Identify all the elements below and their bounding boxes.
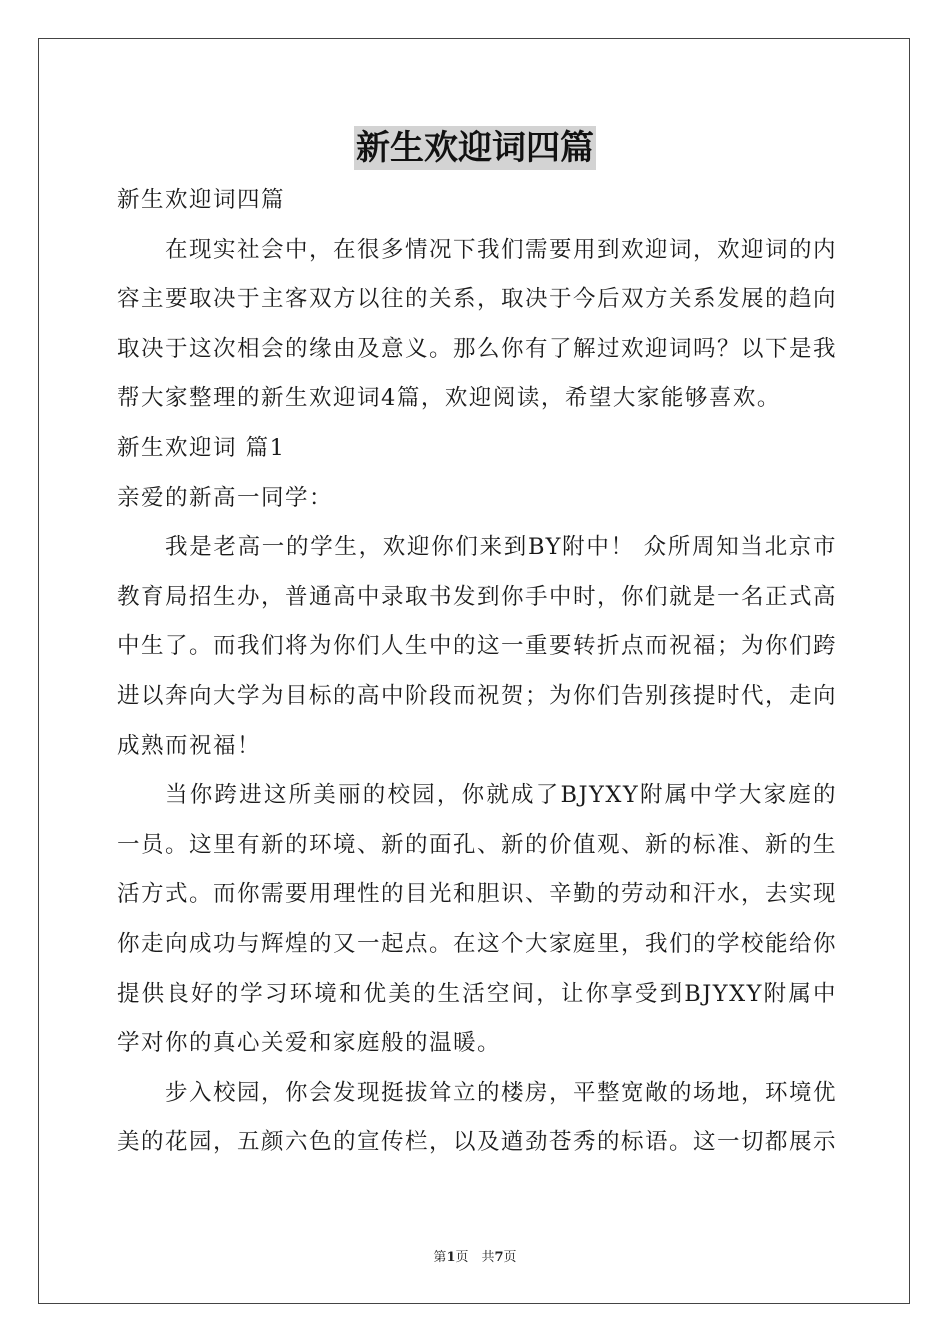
title-container [0, 126, 950, 170]
paragraph-campus: 当你跨进这所美丽的校园，你就成了BJYXY附属中学大家庭的一员。这里有新的环境、新的面孔、新的价值观、新的标准、新的生活方式。而你需要用理性的目光和胆识、辛勤的劳动和汗水，去实现你走向成功与辉煌的又一起点。在这个大家庭里，我们的学校能给你提供良好的学习环境和优美的生活空间，让你享受到BJYXY附属中学对你的真心关爱和家庭般的温暖。 [117, 782, 838, 1057]
salutation: 亲爱的新高一同学： [117, 484, 334, 511]
paragraph-heading: 新生欢迎词四篇 [117, 187, 286, 213]
footer-suffix: 页 [503, 1250, 517, 1265]
document-body [117, 176, 837, 1168]
section-heading: 新生欢迎词 篇1 [117, 434, 286, 461]
document-title: 新生欢迎词四篇 [356, 128, 594, 168]
footer-mid: 页 共 [455, 1250, 495, 1265]
paragraph-environment: 步入校园，你会发现挺拔耸立的楼房，平整宽敞的场地，环境优美的花园，五颜六色的宣传栏，以及遒劲苍秀的标语。这一切都展示 [117, 1079, 838, 1156]
paragraph-intro: 在现实社会中，在很多情况下我们需要用到欢迎词，欢迎词的内容主要取决于主客双方以往的关系，取决于今后双方关系发展的趋向取决于这次相会的缘由及意义。那么你有了解过欢迎词吗？以下是我帮大家整理的新生欢迎词4篇，欢迎阅读，希望大家能够喜欢。 [117, 236, 838, 412]
page-footer [0, 1246, 950, 1265]
paragraph-welcome: 我是老高一的学生，欢迎你们来到BY附中！ 众所周知当北京市教育局招生办，普通高中录取书发到你手中时，你们就是一名正式高中生了。而我们将为你们人生中的这一重要转折点而祝福；为你们跨进以奔向大学为目标的高中阶段而祝贺；为你们告别孩提时代，走向成熟而祝福！ [117, 534, 838, 759]
footer-total-pages: 7 [494, 1250, 504, 1265]
footer-prefix: 第 [433, 1250, 447, 1265]
footer-current-page: 1 [446, 1250, 456, 1265]
